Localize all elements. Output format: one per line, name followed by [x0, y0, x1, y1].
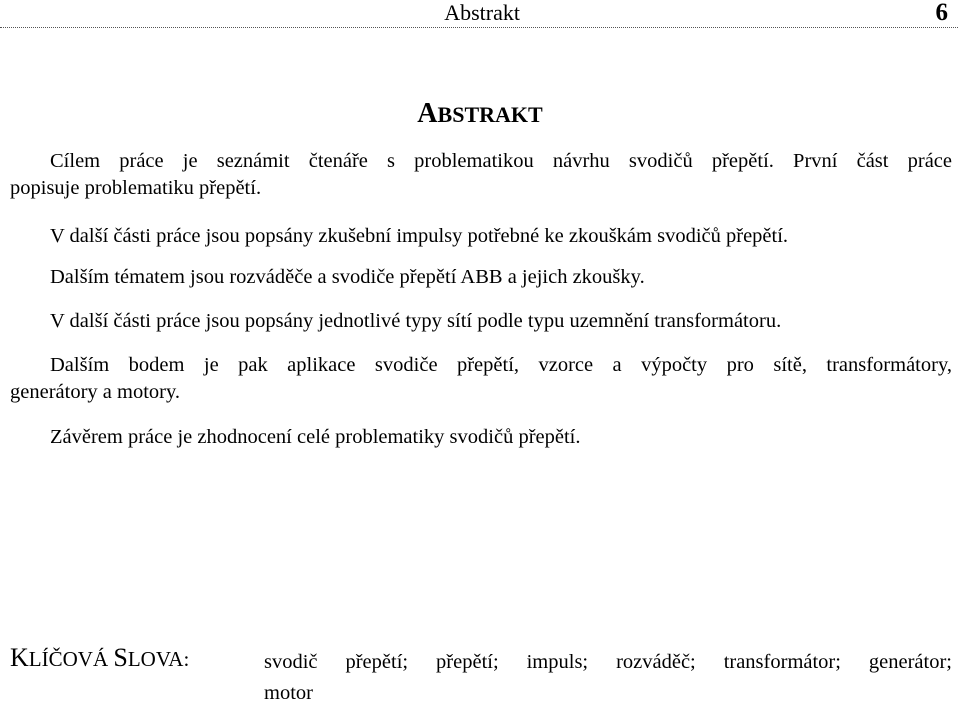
paragraph-1-line-2: popisuje problematiku přepětí. [10, 177, 262, 199]
paragraph-2-text: V další části práce jsou popsány zkušební impulsy potřebné ke zkouškám svodičů přepětí. [50, 225, 789, 247]
header-dotted-rule [0, 27, 958, 28]
page-number: 6 [935, 0, 948, 26]
paragraph-2 [10, 223, 952, 250]
keywords-text-line-2: motor [264, 682, 313, 704]
header-title: Abstrakt [444, 0, 520, 25]
paragraph-1 [10, 148, 952, 202]
paragraph-4 [10, 308, 952, 335]
paragraph-1-line-1: Cílem práce je seznámit čtenáře s problematikou návrhu svodičů přepětí. První část práce [50, 150, 952, 172]
paragraph-3 [10, 264, 952, 291]
paragraph-5-line-2: generátory a motory. [10, 381, 181, 403]
paragraph-6 [10, 424, 952, 451]
keywords-label-s: S [113, 643, 128, 672]
keywords-block [10, 643, 952, 703]
paragraph-3-text: Dalším tématem jsou rozváděče a svodiče přepětí ABB a jejich zkoušky. [50, 266, 645, 288]
section-title-initial: A [417, 98, 438, 129]
keywords-text-line-1: svodič přepětí; přepětí; impuls; rozváděč; transformátor; generátor; [264, 651, 952, 673]
paragraph-4-text: V další části práce jsou popsány jednotlivé typy sítí podle typu uzemnění transformátoru. [50, 310, 782, 332]
running-header [0, 0, 960, 28]
keywords-label-k: K [10, 643, 29, 672]
keywords-label-rest: LOVA: [127, 647, 190, 671]
keywords-label-mid: LÍČOVÁ [28, 647, 114, 671]
section-title-rest: BSTRAKT [437, 102, 543, 127]
keywords-label [10, 643, 189, 674]
paragraph-6-text: Závěrem práce je zhodnocení celé problematiky svodičů přepětí. [50, 426, 581, 448]
paragraph-5 [10, 352, 952, 406]
keywords-text [264, 647, 952, 709]
paragraph-5-line-1: Dalším bodem je pak aplikace svodiče přepětí, vzorce a výpočty pro sítě, transformátory, [50, 354, 952, 376]
section-title [0, 98, 960, 131]
